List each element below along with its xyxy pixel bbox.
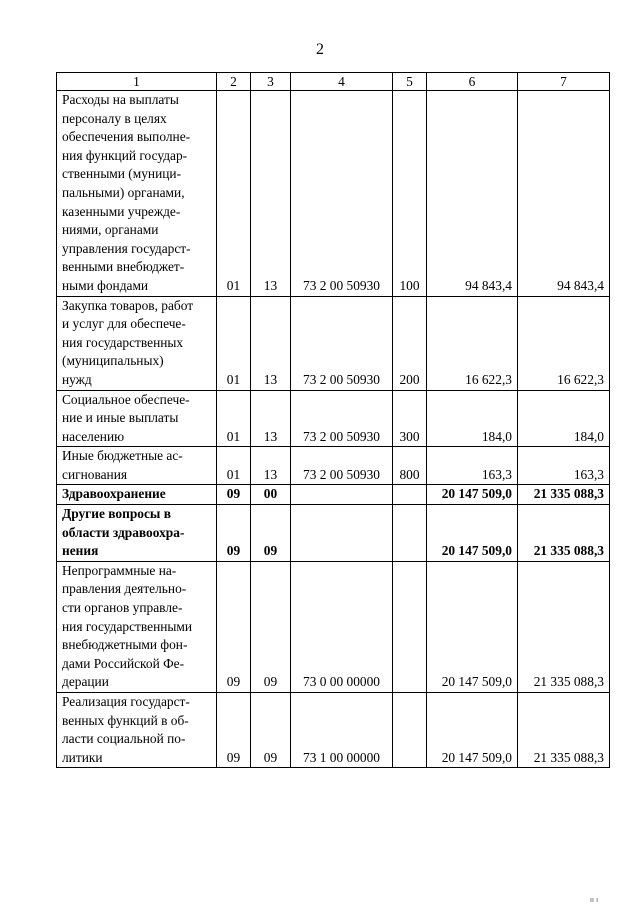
row-name-line: области здравоохра- bbox=[62, 524, 185, 540]
row-name-line: Непрограммные на- bbox=[62, 562, 177, 578]
row-name-line: венными внебюджет- bbox=[62, 259, 185, 275]
table-header-row bbox=[57, 73, 610, 91]
table-row bbox=[57, 485, 610, 505]
row-name-line: Закупка товаров, работ bbox=[62, 297, 194, 313]
subsection-code-cell: 00 bbox=[251, 485, 291, 505]
row-name-line: внебюджетными фон- bbox=[62, 637, 188, 653]
row-name-line: дами Российской Фе- bbox=[62, 655, 185, 671]
section-code-cell: 09 bbox=[217, 505, 251, 562]
table-row bbox=[57, 91, 610, 297]
expense-type-cell: 200 bbox=[393, 296, 427, 390]
row-name-line: литики bbox=[62, 749, 103, 765]
header-col-4: 4 bbox=[291, 73, 393, 91]
amount-col7-cell: 21 335 088,3 bbox=[518, 693, 610, 768]
footer-marks: ıı ı bbox=[590, 896, 599, 904]
target-article-cell bbox=[291, 485, 393, 505]
row-name-line: венных функций в об- bbox=[62, 712, 189, 728]
row-name-line: ными фондами bbox=[62, 277, 149, 293]
expense-type-cell bbox=[393, 561, 427, 692]
row-name-cell bbox=[57, 693, 217, 768]
section-code-cell: 01 bbox=[217, 447, 251, 485]
amount-col7-cell: 94 843,4 bbox=[518, 91, 610, 297]
section-code-cell: 09 bbox=[217, 485, 251, 505]
target-article-cell bbox=[291, 505, 393, 562]
subsection-code-cell: 13 bbox=[251, 296, 291, 390]
row-name-line: ния государственных bbox=[62, 334, 184, 350]
row-name-line: ласти социальной по- bbox=[62, 731, 186, 747]
subsection-code-cell: 13 bbox=[251, 390, 291, 447]
row-name-line: Другие вопросы в bbox=[62, 506, 171, 522]
row-name-line: ние и иные выплаты bbox=[62, 410, 179, 426]
target-article-cell: 73 1 00 00000 bbox=[291, 693, 393, 768]
amount-col7-cell: 21 335 088,3 bbox=[518, 485, 610, 505]
row-name-cell bbox=[57, 561, 217, 692]
target-article-cell: 73 2 00 50930 bbox=[291, 296, 393, 390]
section-code-cell: 09 bbox=[217, 693, 251, 768]
amount-col6-cell: 20 147 509,0 bbox=[427, 485, 518, 505]
amount-col7-cell: 21 335 088,3 bbox=[518, 505, 610, 562]
row-name-line: нения bbox=[62, 543, 99, 559]
row-name-line: нужд bbox=[62, 371, 92, 387]
row-name-line: Расходы на выплаты bbox=[62, 92, 179, 107]
row-name-line: ниями, органами bbox=[62, 222, 159, 238]
row-name-line: Реализация государст- bbox=[62, 694, 190, 709]
row-name-line: Здравоохранение bbox=[62, 486, 166, 502]
row-name-line: ния функций государ- bbox=[62, 147, 188, 163]
row-name-line: сти органов управле- bbox=[62, 600, 183, 616]
row-name-line: Социальное обеспече- bbox=[62, 391, 190, 407]
amount-col6-cell: 163,3 bbox=[427, 447, 518, 485]
row-name-cell bbox=[57, 447, 217, 485]
table-row bbox=[57, 505, 610, 562]
row-name-line: сигнования bbox=[62, 466, 128, 482]
header-col-1: 1 bbox=[57, 73, 217, 91]
header-col-5: 5 bbox=[393, 73, 427, 91]
section-code-cell: 09 bbox=[217, 561, 251, 692]
amount-col7-cell: 163,3 bbox=[518, 447, 610, 485]
expense-type-cell bbox=[393, 485, 427, 505]
amount-col6-cell: 16 622,3 bbox=[427, 296, 518, 390]
subsection-code-cell: 09 bbox=[251, 693, 291, 768]
amount-col7-cell: 184,0 bbox=[518, 390, 610, 447]
subsection-code-cell: 09 bbox=[251, 505, 291, 562]
section-code-cell: 01 bbox=[217, 296, 251, 390]
target-article-cell: 73 2 00 50930 bbox=[291, 91, 393, 297]
expense-type-cell bbox=[393, 505, 427, 562]
row-name-line: дерации bbox=[62, 674, 109, 690]
subsection-code-cell: 09 bbox=[251, 561, 291, 692]
row-name-cell bbox=[57, 505, 217, 562]
row-name-line: пальными) органами, bbox=[62, 184, 185, 200]
header-col-6: 6 bbox=[427, 73, 518, 91]
row-name-cell bbox=[57, 296, 217, 390]
row-name-line: (муниципальных) bbox=[62, 353, 164, 369]
table-row bbox=[57, 447, 610, 485]
table-row bbox=[57, 296, 610, 390]
row-name-line: правления деятельно- bbox=[62, 581, 187, 597]
header-col-3: 3 bbox=[251, 73, 291, 91]
row-name-cell bbox=[57, 91, 217, 297]
amount-col6-cell: 20 147 509,0 bbox=[427, 693, 518, 768]
row-name-line: ственными (муници- bbox=[62, 166, 182, 182]
row-name-line: ния государственными bbox=[62, 618, 193, 634]
row-name-line: персоналу в целях bbox=[62, 110, 167, 126]
expense-type-cell: 800 bbox=[393, 447, 427, 485]
amount-col6-cell: 94 843,4 bbox=[427, 91, 518, 297]
section-code-cell: 01 bbox=[217, 91, 251, 297]
target-article-cell: 73 2 00 50930 bbox=[291, 447, 393, 485]
target-article-cell: 73 0 00 00000 bbox=[291, 561, 393, 692]
table-row bbox=[57, 561, 610, 692]
row-name-line: населению bbox=[62, 428, 125, 444]
amount-col6-cell: 20 147 509,0 bbox=[427, 561, 518, 692]
table-row bbox=[57, 390, 610, 447]
expense-type-cell: 300 bbox=[393, 390, 427, 447]
row-name-line: обеспечения выполне- bbox=[62, 129, 191, 145]
amount-col7-cell: 21 335 088,3 bbox=[518, 561, 610, 692]
expense-type-cell: 100 bbox=[393, 91, 427, 297]
amount-col6-cell: 184,0 bbox=[427, 390, 518, 447]
header-col-2: 2 bbox=[217, 73, 251, 91]
amount-col6-cell: 20 147 509,0 bbox=[427, 505, 518, 562]
subsection-code-cell: 13 bbox=[251, 447, 291, 485]
section-code-cell: 01 bbox=[217, 390, 251, 447]
table-row bbox=[57, 693, 610, 768]
row-name-line: Иные бюджетные ас- bbox=[62, 448, 183, 464]
target-article-cell: 73 2 00 50930 bbox=[291, 390, 393, 447]
subsection-code-cell: 13 bbox=[251, 91, 291, 297]
row-name-line: и услуг для обеспече- bbox=[62, 316, 186, 332]
expense-type-cell bbox=[393, 693, 427, 768]
budget-table bbox=[56, 72, 610, 768]
row-name-line: казенными учрежде- bbox=[62, 203, 181, 219]
row-name-cell bbox=[57, 390, 217, 447]
header-col-7: 7 bbox=[518, 73, 610, 91]
row-name-line: управления государст- bbox=[62, 240, 191, 256]
amount-col7-cell: 16 622,3 bbox=[518, 296, 610, 390]
page-number: 2 bbox=[316, 41, 324, 58]
row-name-cell bbox=[57, 485, 217, 505]
